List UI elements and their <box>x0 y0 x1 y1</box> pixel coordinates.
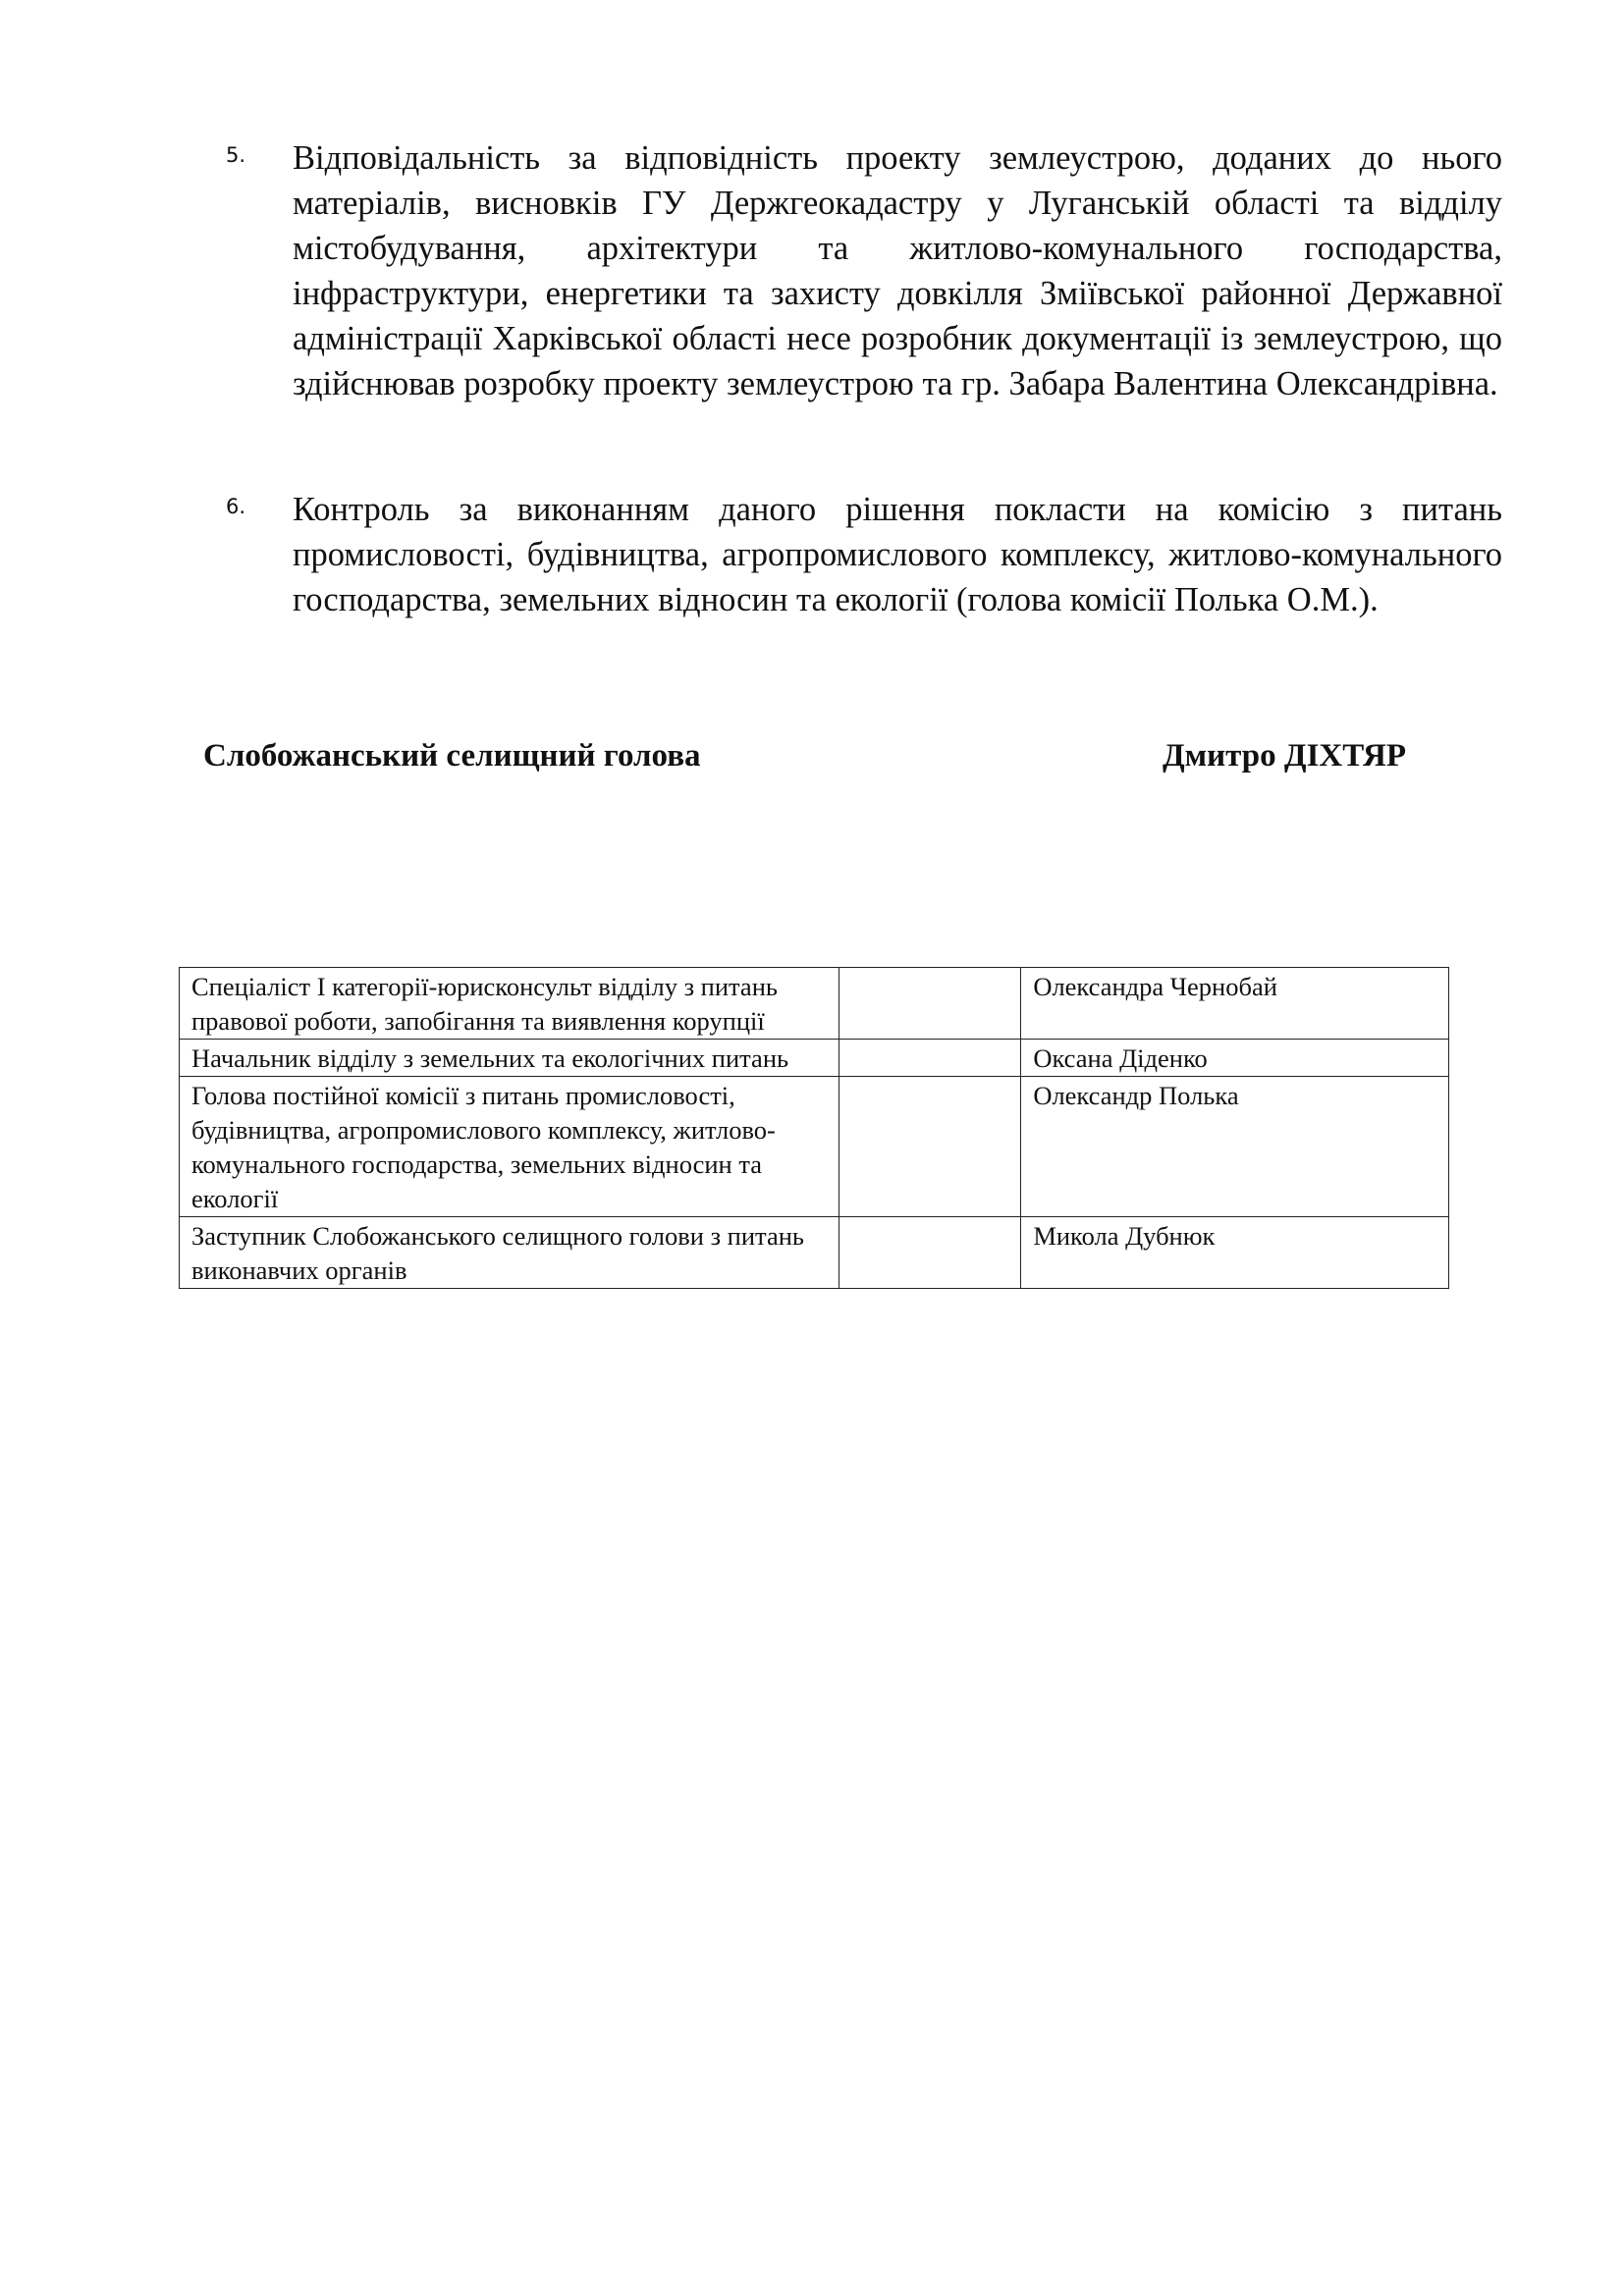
table-row <box>180 1217 1449 1289</box>
signature-cell <box>839 1040 1021 1077</box>
signature-cell <box>839 968 1021 1040</box>
signature-cell <box>839 1217 1021 1289</box>
list-item-6 <box>226 487 1502 622</box>
list-item-text: Контроль за виконанням даного рішення покласти на комісію з питань промисловості, будівництва, агропромислового комплексу, житлово-комунального господарства, земельних відносин та екології (голова комісії Полька О.М.). <box>293 491 1502 618</box>
approver-name: Олександр Полька <box>1021 1077 1449 1217</box>
signatory-title: Слобожанський селищний голова <box>203 738 701 774</box>
approver-name: Микола Дубнюк <box>1021 1217 1449 1289</box>
approver-position: Заступник Слобожанського селищного голови з питань виконавчих органів <box>180 1217 839 1289</box>
approver-position: Спеціаліст І категорії-юрисконсульт відділу з питань правової роботи, запобігання та виявлення корупції <box>180 968 839 1040</box>
approver-name: Оксана Діденко <box>1021 1040 1449 1077</box>
signature-cell <box>839 1077 1021 1217</box>
list-item-number: 5. <box>226 143 246 167</box>
signatory-name: Дмитро ДІХТЯР <box>1162 738 1406 774</box>
approver-position: Голова постійної комісії з питань промисловості, будівництва, агропромислового комплексу, житлово-комунального господарства, земельних відносин та екології <box>180 1077 839 1217</box>
approver-position: Начальник відділу з земельних та екологічних питань <box>180 1040 839 1077</box>
approver-name: Олександра Чернобай <box>1021 968 1449 1040</box>
table-row <box>180 1077 1449 1217</box>
table-row <box>180 1040 1449 1077</box>
list-item-text: Відповідальність за відповідність проекту землеустрою, доданих до нього матеріалів, висновків ГУ Держгеокадастру у Луганській області та відділу містобудування, архітектури та житлово-комунального господарства, інфраструктури, енергетики та захисту довкілля Зміївської районної Державної адміністрації Харківської області несе розробник документації із землеустрою, що здійснював розробку проекту землеустрою та гр. Забара Валентина Олександрівна. <box>293 139 1502 402</box>
table-row <box>180 968 1449 1040</box>
approval-table <box>179 967 1449 1289</box>
list-item-5 <box>226 135 1502 406</box>
list-item-number: 6. <box>226 495 246 518</box>
